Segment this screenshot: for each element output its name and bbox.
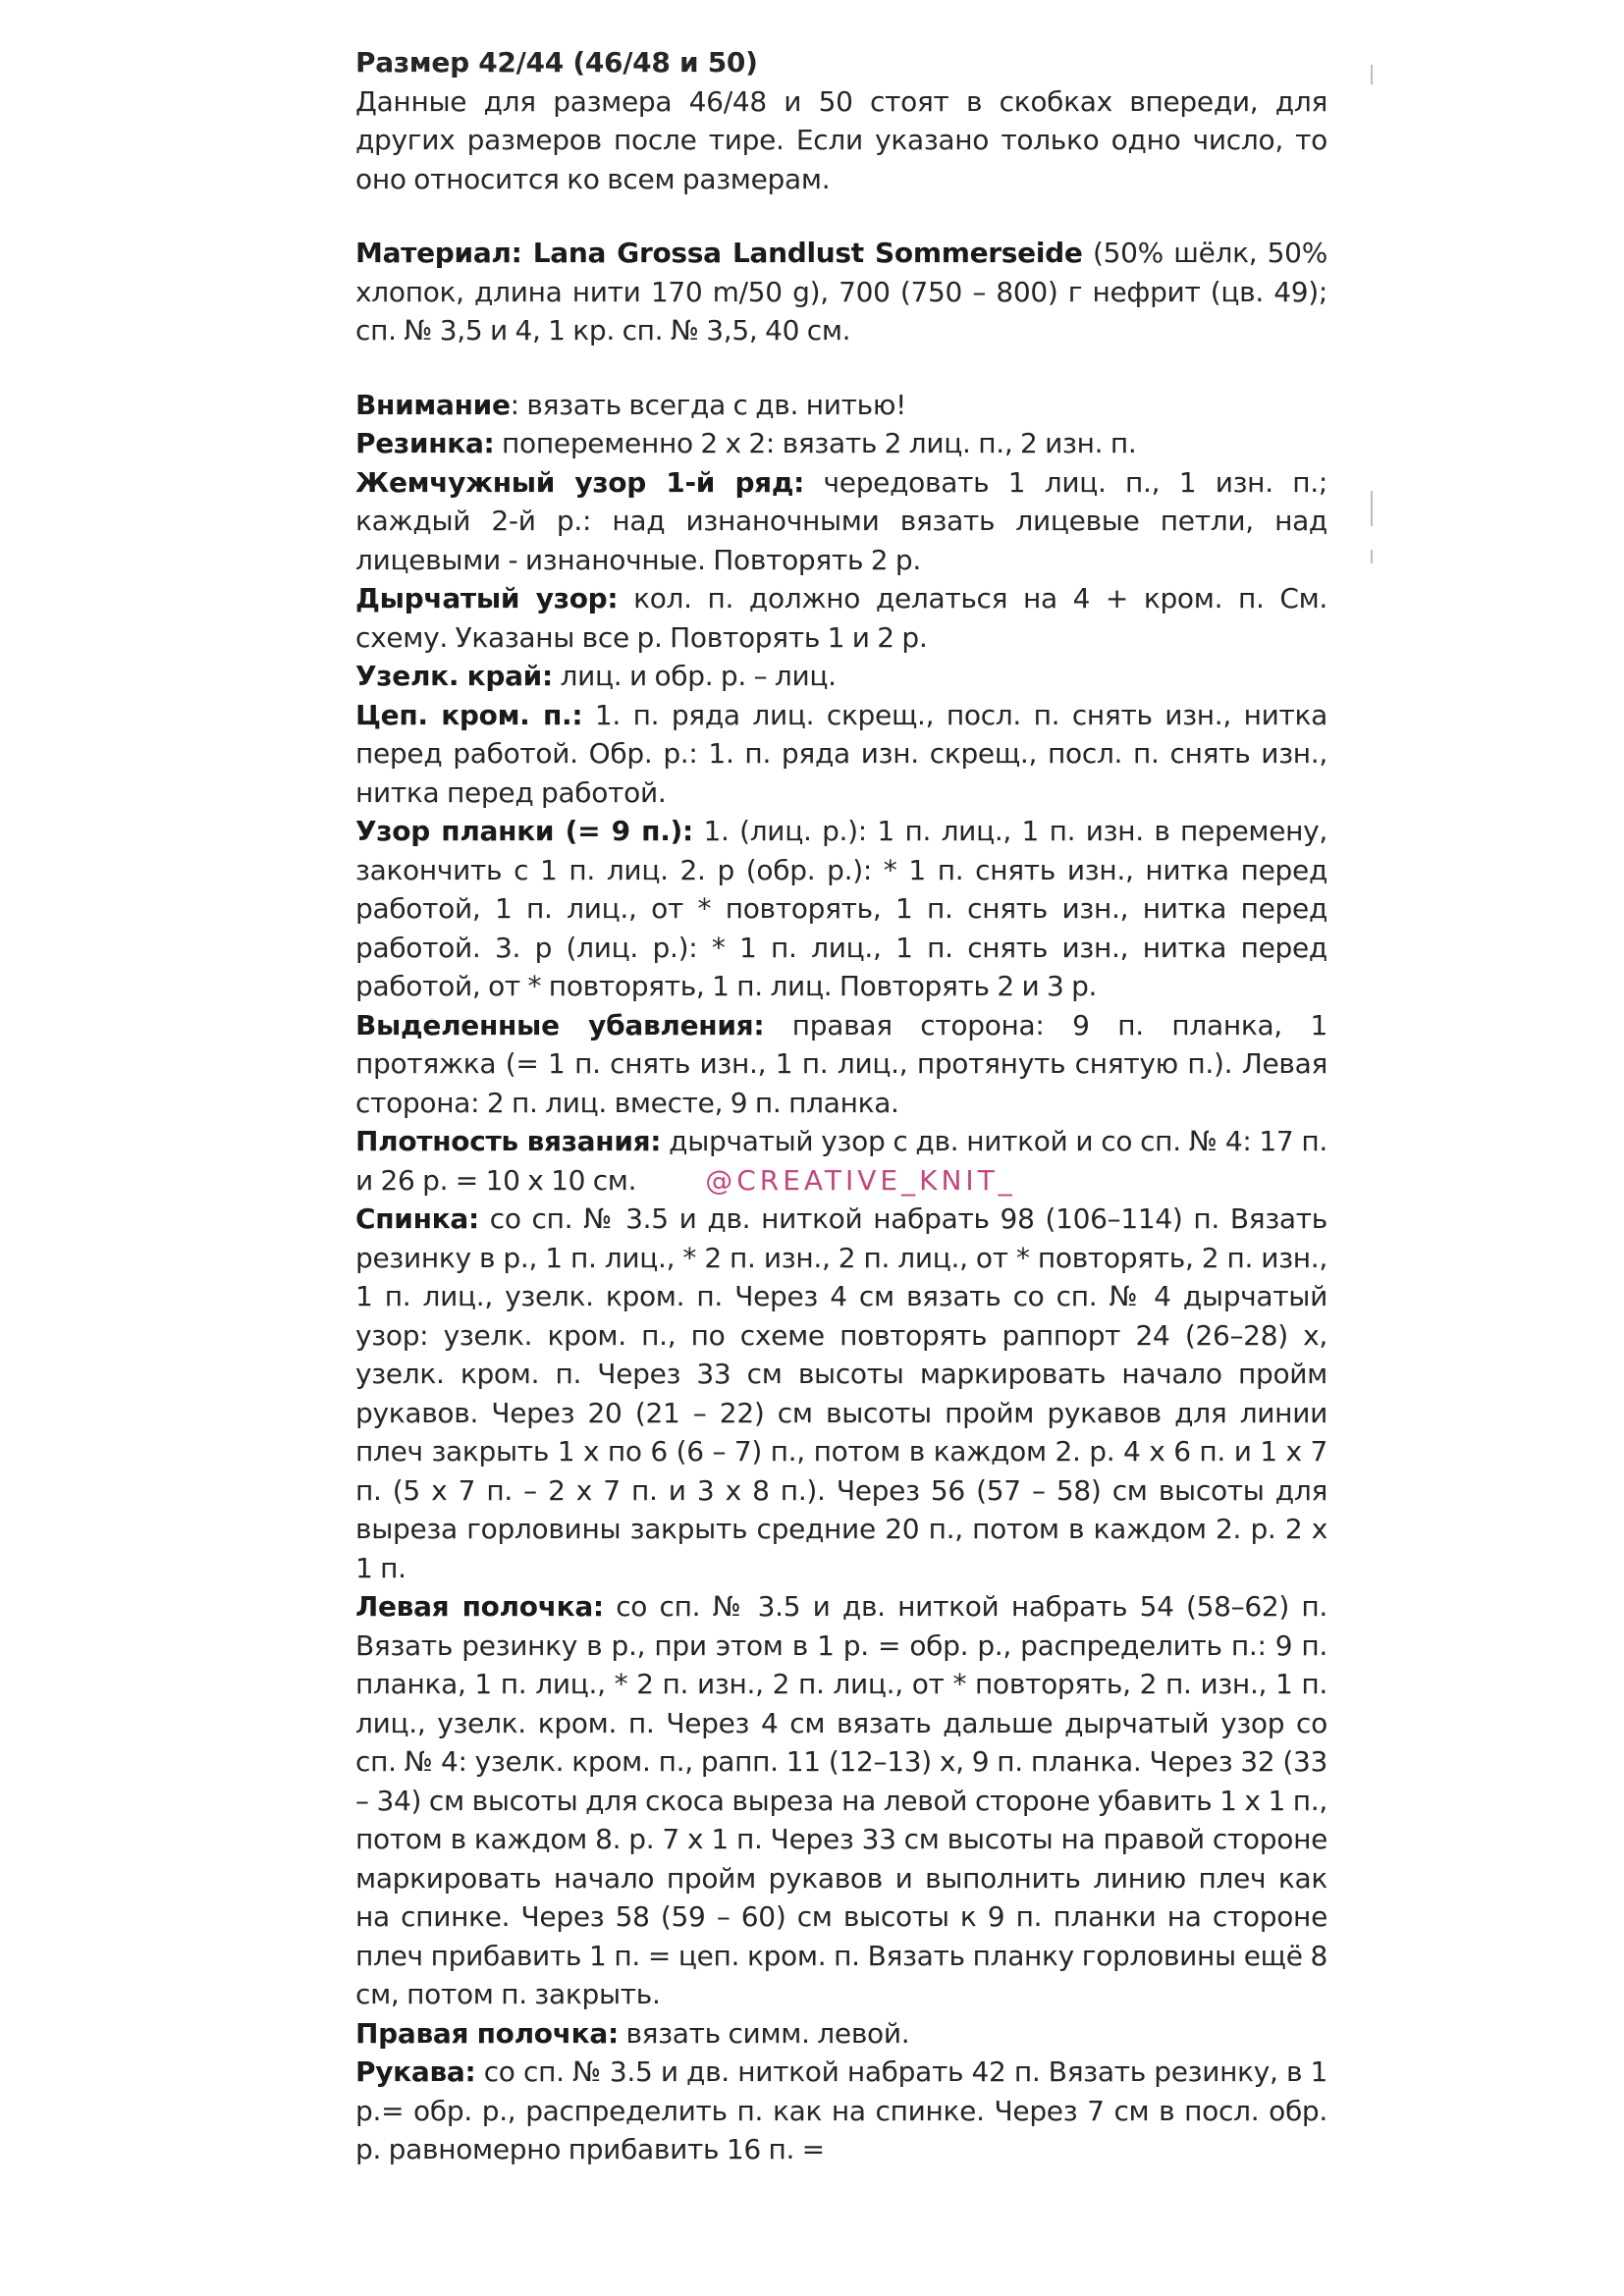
section-sleeves bbox=[355, 2053, 1327, 2169]
section-label: Правая полочка: bbox=[355, 2016, 619, 2050]
section-text: 1. (лиц. р.): 1 п. лиц., 1 п. изн. в перемену, закончить с 1 п. лиц. 2. р (обр. р.): * 1 п. снять изн., нитка перед работой, 1 п. лиц., от * повторять, 1 п. снять изн., нитка перед работой. 3. р (лиц. р.): * 1 п. лиц., 1 п. снять изн., нитка перед работой, от * повторять, 1 п. лиц. Повторять 2 и 3 р. bbox=[355, 815, 1327, 1002]
section-knot-edge bbox=[355, 657, 1327, 696]
section-gauge bbox=[355, 1122, 1327, 1200]
section-band-pattern bbox=[355, 812, 1327, 1006]
section-text: кол. п. должно делаться на 4 + кром. п. См. схему. Указаны все р. Повторять 1 и 2 р. bbox=[355, 582, 1327, 654]
page-edge-mark bbox=[1371, 550, 1373, 563]
material-text: (50% шёлк, 50% хлопок, длина нити 170 m/50 g), 700 (750 – 800) г нефрит (цв. 49); сп. № 3,5 и 4, 1 кр. сп. № 3,5, 40 см. bbox=[355, 237, 1327, 347]
material-block bbox=[355, 234, 1327, 350]
section-label: Спинка: bbox=[355, 1202, 479, 1235]
section-text: чередовать 1 лиц. п., 1 изн. п.; каждый 2-й р.: над изнаночными вязать лицевые петли, над лицевыми - изнаночные. Повторять 2 р. bbox=[355, 465, 1327, 576]
section-label: Выделенные убавления: bbox=[355, 1008, 765, 1041]
section-chain-edge bbox=[355, 696, 1327, 813]
section-label: Цеп. кром. п.: bbox=[355, 698, 583, 731]
size-text: Данные для размера 46/48 и 50 стоят в скобках впереди, для других размеров после тире. Если указано только одно число, то оно относится ко всем размерам. bbox=[355, 84, 1327, 195]
section-text: лиц. и обр. р. – лиц. bbox=[552, 660, 837, 692]
section-text: : вязать всегда с дв. нитью! bbox=[510, 388, 907, 421]
section-text: дырчатый узор с дв. ниткой и со сп. № 4: 17 п. и 26 р. = 10 x 10 см. bbox=[355, 1125, 1327, 1197]
section-label: Внимание bbox=[355, 388, 511, 421]
watermark: @CREATIVE_KNIT_ bbox=[705, 1163, 1016, 1197]
section-label: Левая полочка: bbox=[355, 1590, 604, 1623]
section-text: со сп. № 3.5 и дв. ниткой набрать 42 п. Вязать резинку, в 1 р.= обр. р., распределить п. как на спинке. Через 7 см в посл. обр. р. равномерно прибавить 16 п. = bbox=[355, 2056, 1327, 2165]
section-left-front bbox=[355, 1587, 1327, 2014]
size-title: Размер 42/44 (46/48 и 50) bbox=[355, 46, 758, 79]
page-edge-mark bbox=[1371, 65, 1373, 84]
knitting-pattern-page bbox=[355, 43, 1327, 2169]
size-block bbox=[355, 43, 1327, 198]
section-right-front bbox=[355, 2014, 1327, 2054]
section-text: 1. п. ряда лиц. скрещ., посл. п. снять изн., нитка перед работой. Обр. р.: 1. п. ряда изн. скрещ., посл. п. снять изн., нитка перед работой. bbox=[355, 698, 1327, 809]
section-text: со сп. № 3.5 и дв. ниткой набрать 98 (106–114) п. Вязать резинку в р., 1 п. лиц., * 2 п. изн., 2 п. лиц., от * повторять, 2 п. изн., 1 п. лиц., узелк. кром. п. Через 4 см вязать со сп. № 4 дырчатый узор: узелк. кром. п., по схеме повторять раппорт 24 (26–28) x, узелк. кром. п. Через 33 см высоты маркировать начало пройм рукавов. Через 20 (21 – 22) см высоты пройм рукавов для линии плеч закрыть 1 x по 6 (6 – 7) п., потом в каждом 2. р. 4 x 6 п. и 1 x 7 п. (5 x 7 п. – 2 x 7 п. и 3 x 8 п.). Через 56 (57 – 58) см высоты для выреза горловины закрыть средние 20 п., потом в каждом 2. р. 2 x 1 п. bbox=[355, 1202, 1327, 1584]
section-attention bbox=[355, 386, 1327, 425]
section-back bbox=[355, 1200, 1327, 1587]
section-lace-pattern bbox=[355, 579, 1327, 657]
section-label: Плотность вязания: bbox=[355, 1125, 662, 1157]
section-label: Узор планки (= 9 п.): bbox=[355, 815, 693, 847]
section-label: Резинка: bbox=[355, 427, 495, 459]
section-label: Узелк. край: bbox=[355, 660, 553, 692]
section-decreases bbox=[355, 1006, 1327, 1123]
section-text: попеременно 2 x 2: вязать 2 лиц. п., 2 изн. п. bbox=[494, 427, 1137, 459]
section-label: Рукава: bbox=[355, 2056, 476, 2088]
material-label: Материал: Lana Grossa Landlust Sommerseide bbox=[355, 237, 1083, 269]
instructions bbox=[355, 386, 1327, 2169]
section-text: со сп. № 3.5 и дв. ниткой набрать 54 (58–62) п. Вязать резинку в р., при этом в 1 р. = обр. р., распределить п.: 9 п. планка, 1 п. лиц., * 2 п. изн., 2 п. лиц., от * повторять, 2 п. изн., 1 п. лиц., узелк. кром. п. Через 4 см вязать дальше дырчатый узор со сп. № 4: узелк. кром. п., рапп. 11 (12–13) x, 9 п. планка. Через 32 (33 – 34) см высоты для скоса выреза на левой стороне убавить 1 x 1 п., потом в каждом 8. р. 7 x 1 п. Через 33 см высоты на правой стороне маркировать начало пройм рукавов и выполнить линию плеч как на спинке. Через 58 (59 – 60) см высоты к 9 п. планки на стороне плеч прибавить 1 п. = цеп. кром. п. Вязать планку горловины ещё 8 см, потом п. закрыть. bbox=[355, 1590, 1328, 2010]
page-edge-mark bbox=[1371, 491, 1373, 526]
section-text: вязать симм. левой. bbox=[618, 2016, 910, 2050]
section-text: правая сторона: 9 п. планка, 1 протяжка (= 1 п. снять изн., 1 п. лиц., протянуть снятую п.). Левая сторона: 2 п. лиц. вместе, 9 п. планка. bbox=[355, 1008, 1327, 1119]
section-label: Жемчужный узор 1-й ряд: bbox=[355, 465, 805, 499]
section-rib bbox=[355, 424, 1327, 463]
section-label: Дырчатый узор: bbox=[355, 582, 619, 614]
section-seed-stitch bbox=[355, 463, 1327, 580]
